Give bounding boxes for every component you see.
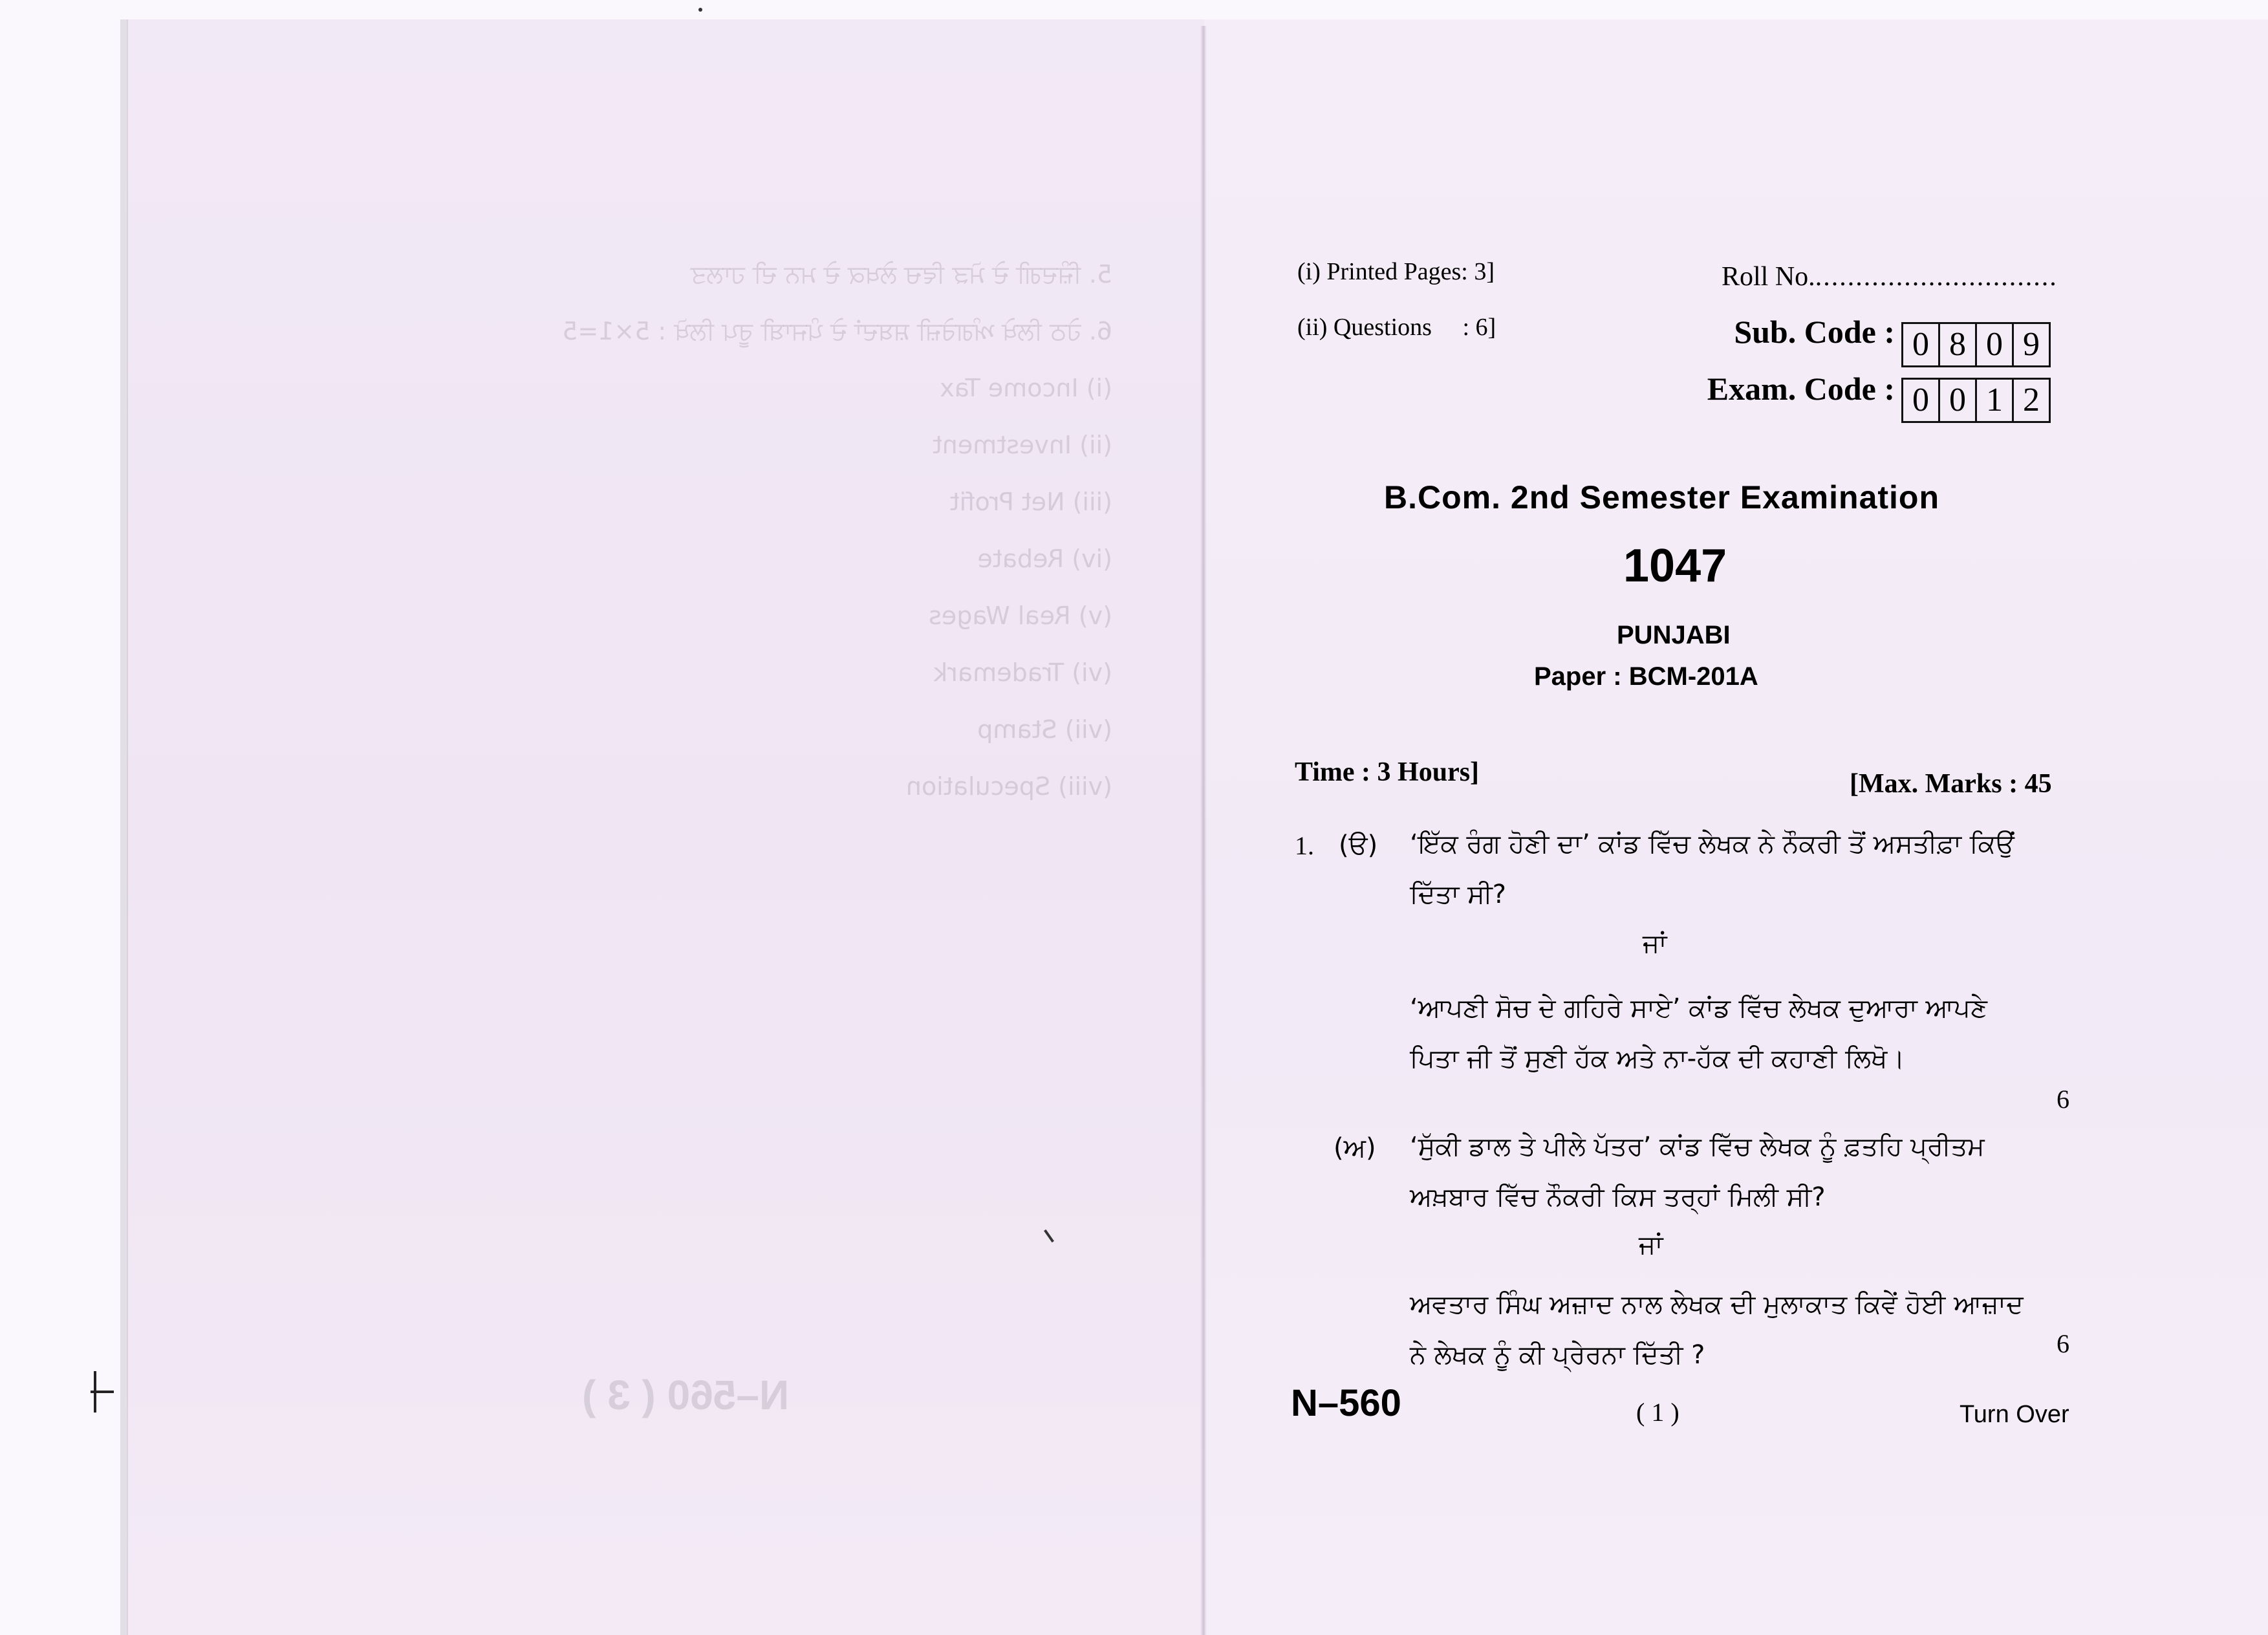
page-fold xyxy=(1200,26,1207,1635)
max-marks: [Max. Marks : 45 xyxy=(1850,769,2052,799)
exam-code-digit: 0 xyxy=(1940,380,1977,421)
roll-dots: .............................. xyxy=(1815,262,2058,292)
question-part-label: (ੳ) xyxy=(1339,830,1378,860)
question-marks: 6 xyxy=(2057,1329,2069,1358)
bleed-line: (vii) Stamp xyxy=(977,715,1112,744)
questions-label: (ii) Questions xyxy=(1297,314,1432,341)
exam-code-digit: 0 xyxy=(1903,380,1940,421)
bleed-line: (iv) Rebate xyxy=(977,545,1112,573)
or-separator: ਜਾਂ xyxy=(1643,929,1667,958)
bleed-line: (v) Real Wages xyxy=(929,601,1112,630)
bleed-through-text xyxy=(272,246,1112,815)
roll-number xyxy=(1722,261,2058,292)
questions-count xyxy=(1297,313,1496,341)
roll-label: Roll No. xyxy=(1722,262,1815,292)
bleed-line: (iii) Net Profit xyxy=(949,488,1112,516)
subject-title: PUNJABI xyxy=(1617,621,1731,649)
exam-code-digit: 1 xyxy=(1977,380,2014,421)
page-number: ( 1 ) xyxy=(1636,1398,1679,1427)
ink-dot xyxy=(698,8,702,12)
exam-number: 1047 xyxy=(1623,540,1727,592)
paper-code-title: Paper : BCM-201A xyxy=(1534,662,1758,691)
sub-code-digit: 8 xyxy=(1940,324,1977,365)
bleed-line: (ii) Investment xyxy=(932,431,1112,459)
question-text: ਅਵਤਾਰ ਸਿੰਘ ਅਜ਼ਾਦ ਨਾਲ ਲੇਖਕ ਦੀ ਮੁਲਾਕਾਤ ਕਿਵੇਂ ਹੋਈ ਆਜ਼ਾਦ ਨੇ ਲੇਖਕ ਨੂੰ ਕੀ ਪ੍ਰੇਰਨਾ ਦਿੱਤੀ ? xyxy=(1410,1290,2024,1370)
bleed-line: (vi) Trademark xyxy=(933,658,1112,687)
time-allowed: Time : 3 Hours] xyxy=(1295,757,1480,787)
bleed-line: (i) Income Tax xyxy=(940,374,1112,402)
question-part-label: (ਅ) xyxy=(1334,1133,1376,1163)
questions-value: : 6] xyxy=(1462,314,1496,341)
sub-code-label: Sub. Code : xyxy=(1734,314,1895,350)
question-number: 1. xyxy=(1295,831,1314,860)
paper-code: N–560 xyxy=(1291,1382,1401,1424)
question-text: ‘ਆਪਣੀ ਸੋਚ ਦੇ ਗਹਿਰੇ ਸਾਏ’ ਕਾਂਡ ਵਿੱਚ ਲੇਖਕ ਦੁਆਰਾ ਆਪਣੇ ਪਿਤਾ ਜੀ ਤੋਂ ਸੁਣੀ ਹੱਕ ਅਤੇ ਨਾ-ਹੱਕ ਦੀ ਕਹਾਣੀ ਲਿਖੋ। xyxy=(1410,993,1987,1074)
bleed-through-footer: N–560 ( 3 ) xyxy=(582,1372,790,1418)
exam-code-label: Exam. Code : xyxy=(1707,371,1895,407)
sub-code-digit: 9 xyxy=(2023,326,2040,363)
sub-code-boxes xyxy=(1901,322,2051,367)
question-marks: 6 xyxy=(2057,1085,2069,1114)
exam-title: B.Com. 2nd Semester Examination xyxy=(1384,479,1940,515)
turn-over: Turn Over xyxy=(1960,1401,2069,1428)
bleed-line: (viii) Speculation xyxy=(905,772,1112,801)
pen-mark xyxy=(94,1371,96,1413)
or-separator: ਜਾਂ xyxy=(1639,1230,1663,1260)
question-text: ‘ਇੱਕ ਰੰਗ ਹੋਣੀ ਦਾ’ ਕਾਂਡ ਵਿੱਚ ਲੇਖਕ ਨੇ ਨੌਕਰੀ ਤੋਂ ਅਸਤੀਫ਼ਾ ਕਿਉਂ ਦਿੱਤਾ ਸੀ? xyxy=(1410,829,2014,909)
exam-code-digit: 2 xyxy=(2023,382,2040,418)
printed-pages: (i) Printed Pages: 3] xyxy=(1297,258,1495,285)
question-text: ‘ਸੁੱਕੀ ਡਾਲ ਤੇ ਪੀਲੇ ਪੱਤਰ’ ਕਾਂਡ ਵਿੱਚ ਲੇਖਕ ਨੂੰ ਫ਼ਤਹਿ ਪ੍ਰੀਤਮ ਅਖ਼ਬਾਰ ਵਿੱਚ ਨੌਕਰੀ ਕਿਸ ਤਰ੍ਹਾਂ ਮਿਲੀ ਸੀ? xyxy=(1410,1132,1985,1212)
sub-code-digit: 0 xyxy=(1903,324,1940,365)
exam-code-boxes xyxy=(1901,378,2051,423)
bleed-line: 6. ਹੇਠ ਲਿਖੇ ਅੰਗਰੇਜ਼ੀ ਸ਼ਬਦਾਂ ਦੇ ਪੰਜਾਬੀ ਰੂਪ ਲਿਖੋ : 5×1=5 xyxy=(562,317,1112,345)
sub-code-digit: 0 xyxy=(1977,324,2014,365)
bleed-line: 5. ਜ਼ਿੰਦਗੀ ਦੇ ਮੋੜ ਵਿਚ ਲੇਖਕ ਦੇ ਮਨ ਦੀ ਹਾਲਤ xyxy=(690,260,1112,288)
left-page-edge xyxy=(120,19,128,1635)
